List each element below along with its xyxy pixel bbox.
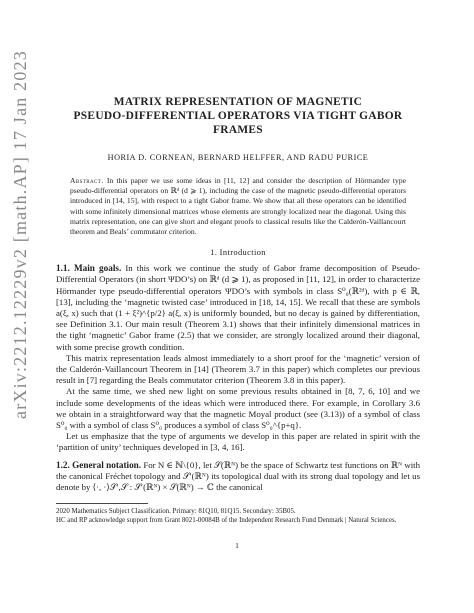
footnote-support: HC and RP acknowledge support from Grant 8021-00084B of the Independent Research Fund Denmark | Natural Sciences.	[56, 516, 397, 524]
paragraph-main-goals	[56, 263, 420, 353]
subsection-label-notation: 1.2. General notation.	[56, 459, 142, 470]
paper-content	[56, 95, 420, 525]
abstract	[70, 176, 406, 237]
subsection-label-main-goals: 1.1. Main goals.	[56, 263, 122, 274]
abstract-label: Abstract.	[70, 176, 104, 185]
paragraph-4: Let us emphasize that the type of arguments we develop in this paper are related in spirit with the ‘partition of unity’ techniques developed in [3, 4, 16].	[56, 431, 420, 453]
arxiv-stamp: arXiv:2212.12229v2 [math.AP] 17 Jan 2023	[10, 50, 30, 420]
section-heading: 1. Introduction	[210, 248, 266, 258]
paragraph-1-text: In this work we continue the study of Gabor frame decomposition of Pseudo-Differential Operators (in short ΨDO’s) on ℝᵈ (d ⩾ 1), as proposed in [11, 12], in order to characterize Hörmander type pseudo-differential operators ΨDO’s with symbols in class S⁰₀(ℝ²ᵈ), with p ∈ ℝ, [13], including the ‘magnetic twisted case’ introduced in [18, 14, 15]. We recall that these are symbols a(ξ, x) such that (1 + ξ²)^{p/2} a(ξ, x) is uniformly bounded, but no decay is gained by differentiation, see Definition 3.1. Our main result (Theorem 3.1) shows that their infinitely dimensional matrices in the tight ‘magnetic’ Gabor frame (2.5) that we consider, are strongly localized around their diagonal, with some precise growth condition.	[56, 263, 420, 352]
authors: HORIA D. CORNEAN, BERNARD HELFFER, AND RADU PURICE	[107, 153, 369, 162]
title-line-2: PSEUDO-DIFFERENTIAL OPERATORS VIA TIGHT GABOR FRAMES	[73, 110, 403, 136]
footnote-msc: 2020 Mathematics Subject Classification. Primary: 81Q10, 81Q15. Secondary: 35B05.	[56, 508, 296, 516]
title-line-1: MATRIX REPRESENTATION OF MAGNETIC	[113, 96, 363, 108]
footnote-rule	[56, 503, 148, 504]
paragraph-general-notation	[56, 460, 420, 494]
paragraph-2: This matrix representation leads almost immediately to a short proof for the ‘magnetic’ version of the Calderón-Vaillancourt Theorem in [14] (Theorem 3.7 in this paper) which completes our previous result in [7] regarding the Beals commutator criterion (Theorem 3.8 in this paper).	[56, 352, 420, 386]
paragraph-3: At the same time, we shed new light on some previous results obtained in [8, 7, 6, 10] and we include some developments of the ideas which were introduced there. For example, in Corollary 3.6 we obtain in a straightforward way that the magnetic Moyal product (see (3.13)) of a symbol of class S⁰₀ with a symbol of class S⁰₀ produces a symbol of class S⁰₀^{p+q}.	[56, 386, 420, 431]
abstract-text: In this paper we use some ideas in [11, 12] and consider the description of Hörmander type pseudo-differential operators on ℝᵈ (d ⩾ 1), including the case of the magnetic pseudo-differential operators introduced in [14, 15], with respect to a tight Gabor frame. We show that all these operators can be identified with some infinitely dimensional matrices whose elements are strongly localized near the diagonal. Using this matrix representation, one can give short and elegant proofs to classical results like the Calderón-Vaillancourt theorem and Beals’ commutator criterion.	[70, 176, 406, 237]
paragraph-5-text: For N ∈ ℕ\{0}, let 𝒮(ℝᴺ) be the space of Schwartz test functions on ℝᴺ with the canonical Fréchet topology and 𝒮′(ℝᴺ) its topological dual with its strong dual topology and let us denote by ⟨·, ·⟩𝒮′,𝒮 : 𝒮′(ℝᴺ) × 𝒮(ℝᴺ) → ℂ the canonical	[56, 459, 421, 493]
page-number: 1	[235, 541, 239, 550]
paper-title	[56, 95, 420, 137]
